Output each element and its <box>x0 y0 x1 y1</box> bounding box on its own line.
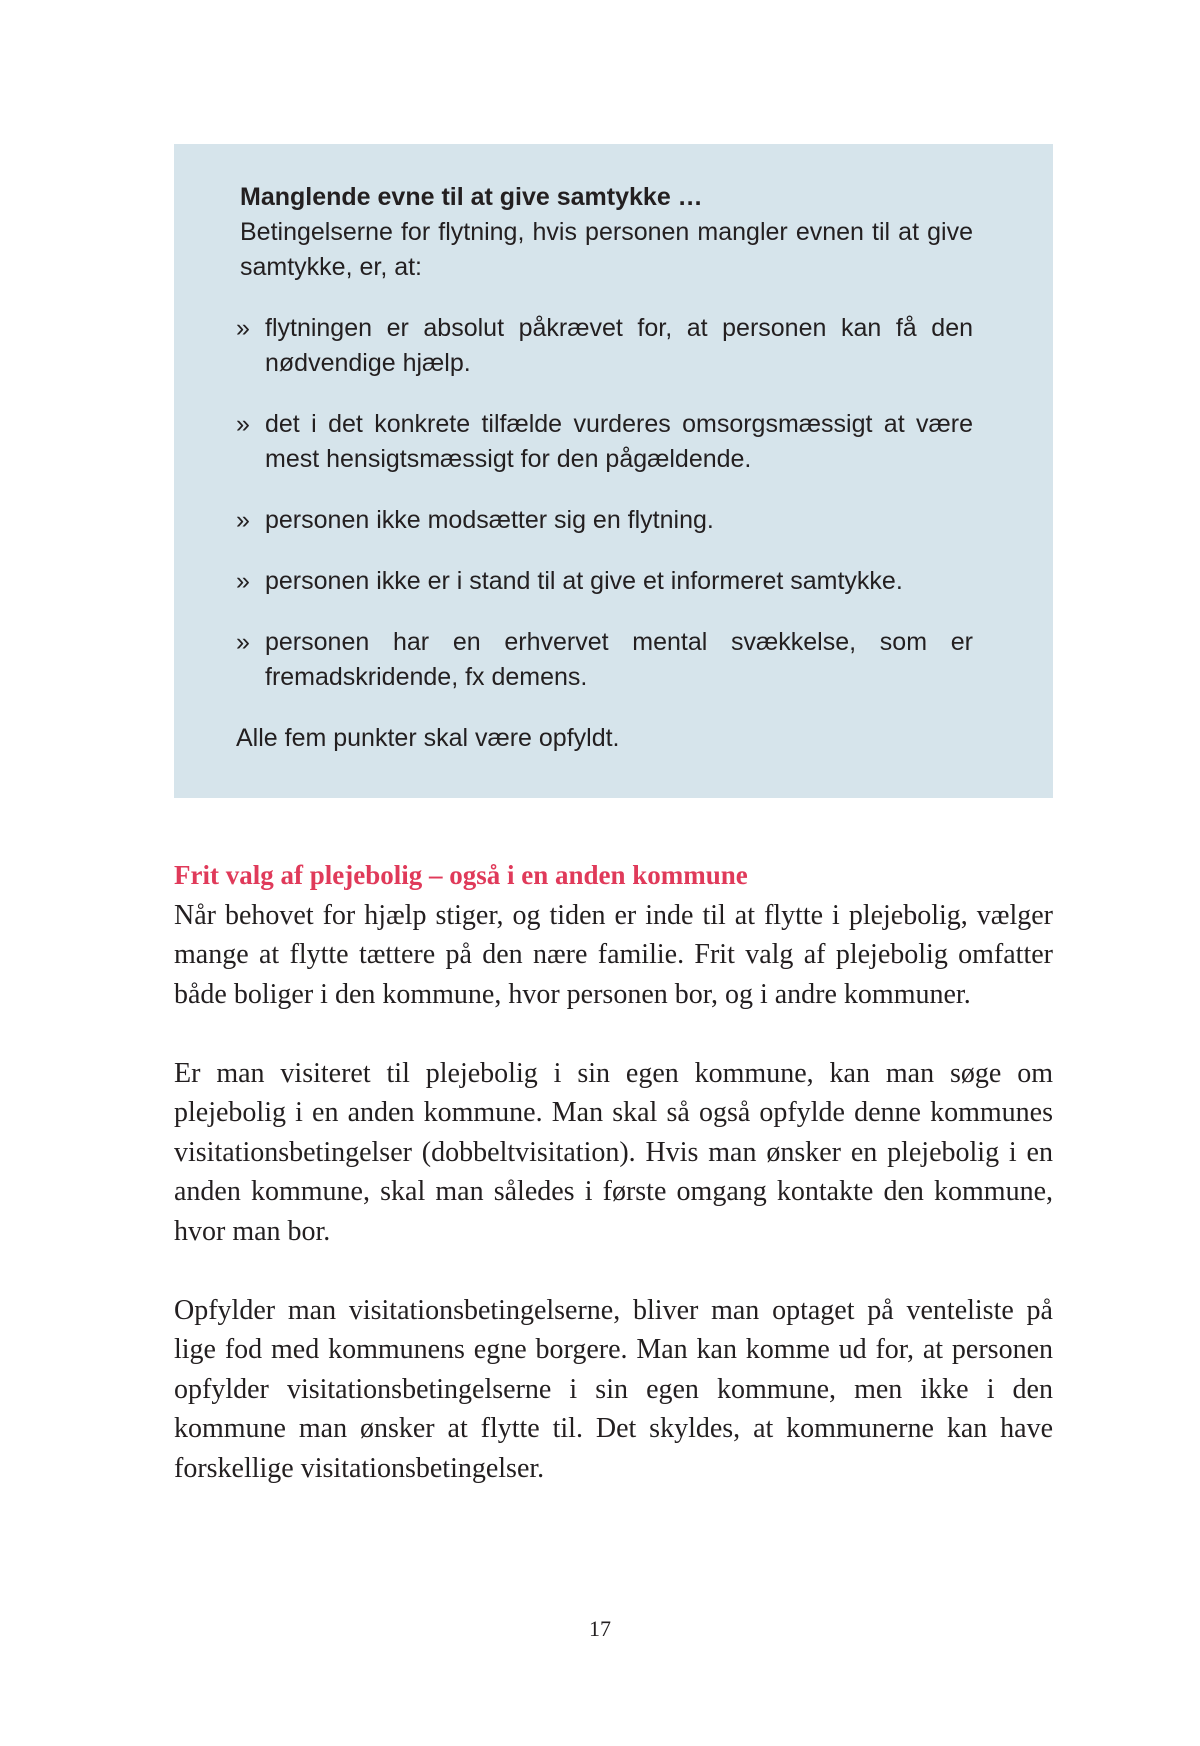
page-number: 17 <box>589 1616 611 1641</box>
info-box <box>174 144 1053 798</box>
paragraph: Opfylder man visitationsbetingelserne, bliver man optaget på venteliste på lige fod med kommunens egne borgere. Man kan komme ud for, at personen opfylder visitationsbetingelserne i sin egen kommune, men ikke i den kommune man ønsker at flytte til. Det skyldes, at kommunerne kan have forskellige visitationsbetingelser. <box>174 1294 1053 1484</box>
condition-text: personen ikke er i stand til at give et informeret samtykke. <box>265 567 903 595</box>
list-item <box>236 625 973 695</box>
condition-text: personen har en erhvervet mental svækkelse, som er fremadskridende, fx demens. <box>265 628 973 691</box>
list-item <box>236 407 973 477</box>
condition-text: det i det konkrete tilfælde vurderes omsorgsmæssigt at være mest hensigtsmæssigt for den pågældende. <box>265 410 973 473</box>
info-box-note: Alle fem punkter skal være opfyldt. <box>236 724 620 752</box>
info-box-intro: Betingelserne for flytning, hvis personen mangler evnen til at give samtykke, er, at: <box>240 218 973 281</box>
bullet-icon: » <box>236 410 250 438</box>
list-item <box>236 503 973 538</box>
paragraph: Er man visiteret til plejebolig i sin egen kommune, kan man søge om plejebolig i en anden kommune. Man skal så også opfylde denne kommunes visitationsbetingelser (dobbeltvisitation). Hvis man ønsker en plejebolig i en anden kommune, skal man således i første omgang kontakte den kommune, hvor man bor. <box>174 1057 1053 1247</box>
paragraph: Når behovet for hjælp stiger, og tiden er inde til at flytte i plejebolig, vælger mange at flytte tættere på den nære familie. Frit valg af plejebolig omfatter både boliger i den kommune, hvor personen bor, og i andre kommuner. <box>174 899 1053 1010</box>
condition-list <box>236 311 973 695</box>
bullet-icon: » <box>236 628 250 656</box>
list-item <box>236 311 973 381</box>
bullet-icon: » <box>236 314 250 342</box>
article-section <box>174 856 1053 1528</box>
bullet-icon: » <box>236 506 250 534</box>
condition-text: flytningen er absolut påkrævet for, at personen kan få den nødvendige hjælp. <box>265 314 973 377</box>
list-item <box>236 564 973 599</box>
bullet-icon: » <box>236 567 250 595</box>
section-heading: Frit valg af plejebolig – også i en anden kommune <box>174 860 748 890</box>
info-box-title: Manglende evne til at give samtykke … <box>240 183 703 211</box>
condition-text: personen ikke modsætter sig en flytning. <box>265 506 714 534</box>
